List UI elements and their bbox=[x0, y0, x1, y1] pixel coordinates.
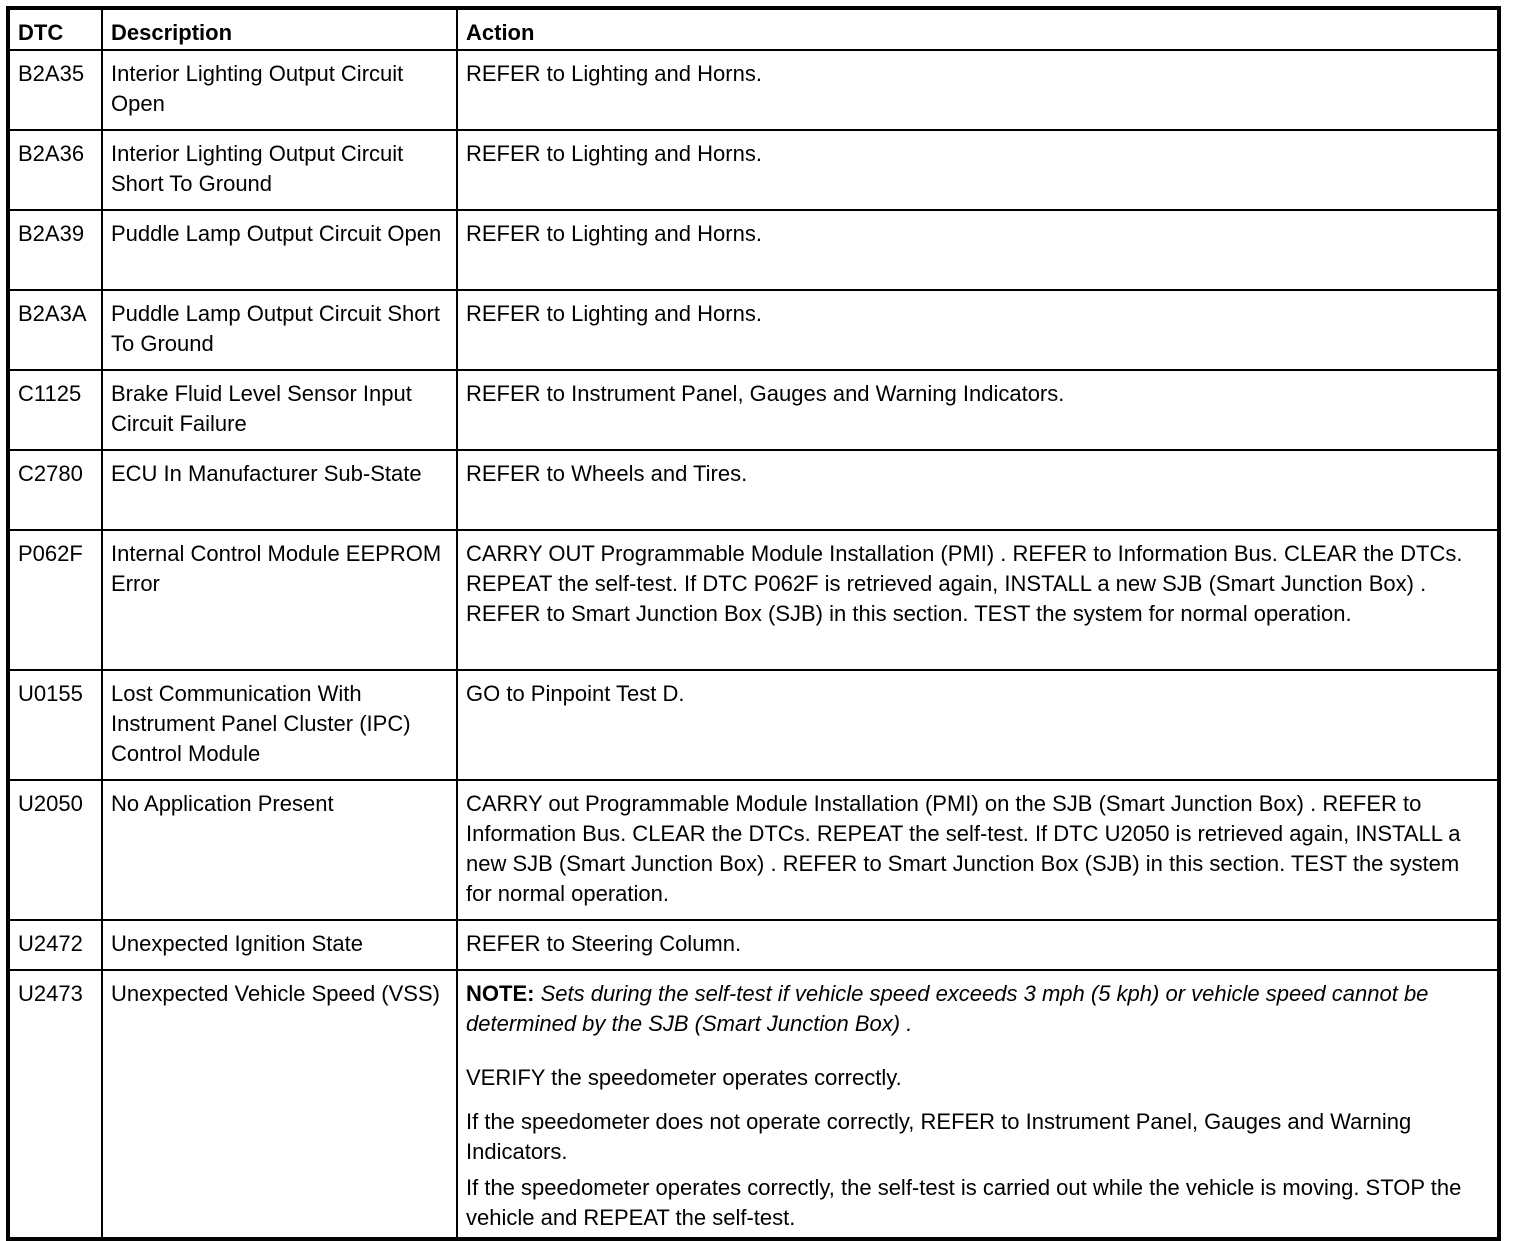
table-row bbox=[8, 370, 1499, 450]
dtc-action: REFER to Lighting and Horns. bbox=[457, 130, 1499, 210]
table-row bbox=[8, 450, 1499, 530]
dtc-code: C1125 bbox=[8, 370, 102, 450]
dtc-action: REFER to Lighting and Horns. bbox=[457, 290, 1499, 370]
action-paragraph: If the speedometer does not operate correctly, REFER to Instrument Panel, Gauges and Warning Indicators. bbox=[466, 1109, 1412, 1164]
dtc-action: REFER to Steering Column. bbox=[457, 920, 1499, 970]
dtc-code: C2780 bbox=[8, 450, 102, 530]
dtc-action: REFER to Instrument Panel, Gauges and Warning Indicators. bbox=[457, 370, 1499, 450]
dtc-code: U0155 bbox=[8, 670, 102, 780]
dtc-action: REFER to Lighting and Horns. bbox=[457, 210, 1499, 290]
dtc-code: U2050 bbox=[8, 780, 102, 920]
dtc-action: GO to Pinpoint Test D. bbox=[457, 670, 1499, 780]
dtc-code: P062F bbox=[8, 530, 102, 670]
table-row bbox=[8, 210, 1499, 290]
note-label: NOTE: bbox=[466, 981, 535, 1006]
dtc-description: No Application Present bbox=[102, 780, 457, 920]
dtc-description: Puddle Lamp Output Circuit Open bbox=[102, 210, 457, 290]
header-dtc: DTC bbox=[8, 8, 102, 50]
dtc-description: Interior Lighting Output Circuit Open bbox=[102, 50, 457, 130]
action-paragraph: If the speedometer operates correctly, the self-test is carried out while the vehicle is moving. STOP the vehicle and REPEAT the self-test. bbox=[466, 1175, 1462, 1230]
table-header-row bbox=[8, 8, 1499, 50]
note bbox=[466, 979, 1489, 1039]
dtc-description: Interior Lighting Output Circuit Short To Ground bbox=[102, 130, 457, 210]
table-row bbox=[8, 130, 1499, 210]
table-row bbox=[8, 670, 1499, 780]
table-row bbox=[8, 970, 1499, 1239]
note-text: Sets during the self-test if vehicle speed exceeds 3 mph (5 kph) or vehicle speed cannot be determined by the SJB (Smart Junction Box) . bbox=[466, 981, 1429, 1036]
dtc-code: B2A35 bbox=[8, 50, 102, 130]
table-row bbox=[8, 780, 1499, 920]
dtc-description: Puddle Lamp Output Circuit Short To Ground bbox=[102, 290, 457, 370]
table-row bbox=[8, 530, 1499, 670]
dtc-code: B2A3A bbox=[8, 290, 102, 370]
dtc-action: CARRY OUT Programmable Module Installation (PMI) . REFER to Information Bus. CLEAR the DTCs. REPEAT the self-test. If DTC P062F is retrieved again, INSTALL a new SJB (Smart Junction Box) . REFER to Smart Junction Box (SJB) in this section. TEST the system for normal operation. bbox=[457, 530, 1499, 670]
table-row bbox=[8, 920, 1499, 970]
dtc-description: Unexpected Vehicle Speed (VSS) bbox=[102, 970, 457, 1239]
header-description: Description bbox=[102, 8, 457, 50]
dtc-table bbox=[6, 6, 1501, 1241]
dtc-description: Unexpected Ignition State bbox=[102, 920, 457, 970]
dtc-action: REFER to Wheels and Tires. bbox=[457, 450, 1499, 530]
dtc-code: B2A39 bbox=[8, 210, 102, 290]
action-paragraph: VERIFY the speedometer operates correctly. bbox=[466, 1065, 902, 1090]
dtc-action: CARRY out Programmable Module Installation (PMI) on the SJB (Smart Junction Box) . REFER to Information Bus. CLEAR the DTCs. REPEAT the self-test. If DTC U2050 is retrieved again, INSTALL a new SJB (Smart Junction Box) . REFER to Smart Junction Box (SJB) in this section. TEST the system for normal operation. bbox=[457, 780, 1499, 920]
dtc-description: Internal Control Module EEPROM Error bbox=[102, 530, 457, 670]
dtc-action bbox=[457, 970, 1499, 1239]
header-action: Action bbox=[457, 8, 1499, 50]
dtc-description: Brake Fluid Level Sensor Input Circuit Failure bbox=[102, 370, 457, 450]
dtc-code: U2472 bbox=[8, 920, 102, 970]
dtc-code: U2473 bbox=[8, 970, 102, 1239]
dtc-description: ECU In Manufacturer Sub-State bbox=[102, 450, 457, 530]
dtc-description: Lost Communication With Instrument Panel Cluster (IPC) Control Module bbox=[102, 670, 457, 780]
table-row bbox=[8, 290, 1499, 370]
dtc-code: B2A36 bbox=[8, 130, 102, 210]
table-row bbox=[8, 50, 1499, 130]
dtc-action: REFER to Lighting and Horns. bbox=[457, 50, 1499, 130]
